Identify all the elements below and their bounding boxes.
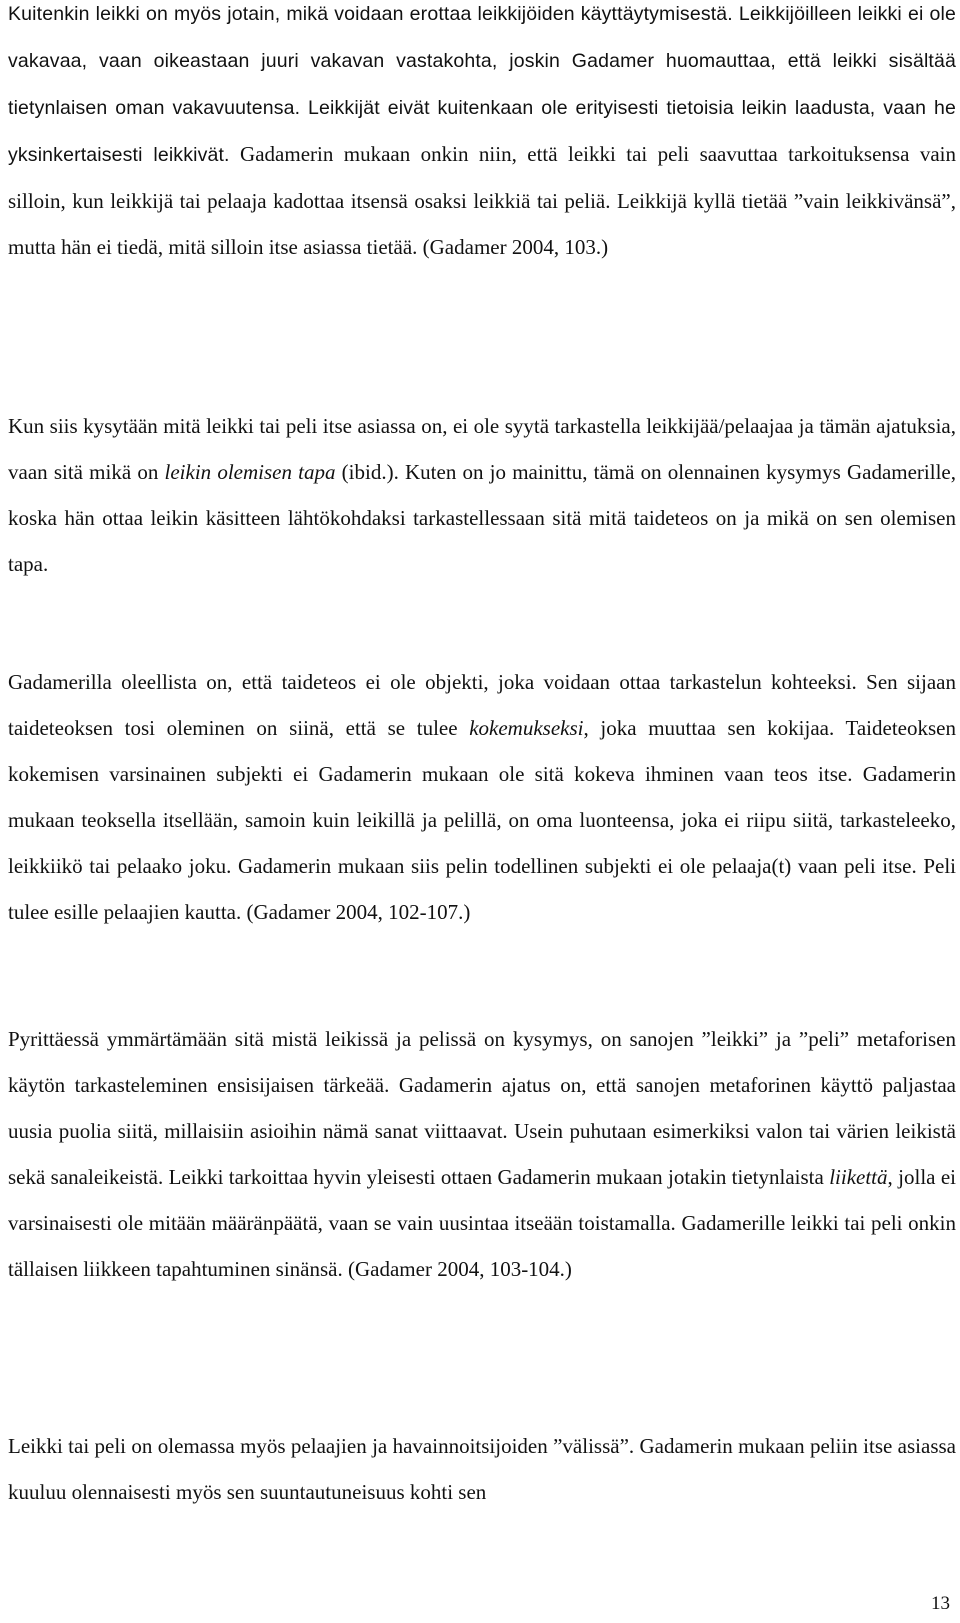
paragraph-text: Kuitenkin leikki on myös jotain, mikä voidaan erottaa leikkijöiden käyttäytymisestä. Leikkijöilleen leikki ei ole vakavaa, vaan oikeastaan juuri vakavan vastakohta, joskin Gadamer huomauttaa, että leikki sisältää tietynlaisen oman vakavuutensa. Leikkijät eivät kuitenkaan ole erityisesti tietoisia leikin laadusta, vaan he yksinkertaisesti leikkivät. [8,3,956,166]
paragraph-text: (ibid.). Kuten on jo mainittu, tämä on olennainen kysymys Gadamerille, koska hän ottaa leikin käsitteen lähtökohdaksi tarkastellessaan sitä mitä taideteos on ja mikä on sen olemisen tapa. [8,460,956,576]
paragraph-text: Gadamerin mukaan onkin niin, että leikki tai peli saavuttaa tarkoituksensa vain silloin, kun leikkijä tai pelaaja kadottaa itsensä osaksi leikkiä tai peliä. Leikkijä kyllä tietää ”vain leikkivänsä”, mutta hän ei tiedä, mitä silloin itse asiassa tietää. (Gadamer 2004, 103.) [8,142,956,259]
paragraph [8,0,956,270]
paragraph-text: , jolla ei varsinaisesti ole mitään määränpäätä, vaan se vain uusintaa itseään toistamalla. Gadamerille leikki tai peli onkin tällaisen liikkeen tapahtuminen sinänsä. (Gadamer 2004, 103-104.) [8,1165,956,1281]
paragraph [8,1016,956,1292]
emphasis-text: leikin olemisen tapa [164,460,336,484]
page-number: 13 [931,1593,950,1614]
emphasis-text: kokemukseksi [469,716,584,740]
paragraph-text: Kun siis kysytään mitä leikki tai peli itse asiassa on, ei ole syytä tarkastella leikkijää/pelaajaa ja tämän ajatuksia, vaan sitä mikä on [8,414,956,484]
paragraph [8,1423,956,1515]
paragraph-text: Pyrittäessä ymmärtämään sitä mistä leikissä ja pelissä on kysymys, on sanojen ”leikki” ja ”peli” metaforisen käytön tarkasteleminen ensisijaisen tärkeää. Gadamerin ajatus on, että sanojen metaforinen käyttö paljastaa uusia puolia siitä, millaisiin asioihin nämä sanat viittaavat. Usein puhutaan esimerkiksi valon tai värien leikistä sekä sanaleikeistä. Leikki tarkoittaa hyvin yleisesti ottaen Gadamerin mukaan jotakin tietynlaista [8,1027,956,1189]
paragraph-text: Leikki tai peli on olemassa myös pelaajien ja havainnoitsijoiden ”välissä”. Gadamerin mukaan peliin itse asiassa kuuluu olennaisesti myös sen suuntautuneisuus kohti sen [8,1434,956,1504]
emphasis-text: liikettä [829,1165,888,1189]
paragraph-text: Gadamerilla oleellista on, että taideteos ei ole objekti, joka voidaan ottaa tarkastelun kohteeksi. Sen sijaan taideteoksen tosi oleminen on siinä, että se tulee [8,670,956,740]
paragraph [8,403,956,587]
paragraph-text: , joka muuttaa sen kokijaa. Taideteoksen kokemisen varsinainen subjekti ei Gadamerin mukaan ole sitä kokeva ihminen vaan teos itse. Gadamerin mukaan teoksella itsellään, samoin kuin leikillä ja pelillä, on oma luonteensa, joka ei riipu siitä, tarkasteleeko, leikkiikö tai pelaako joku. Gadamerin mukaan siis pelin todellinen subjekti ei ole pelaaja(t) vaan peli itse. Peli tulee esille pelaajien kautta. (Gadamer 2004, 102-107.) [8,716,956,924]
paragraph [8,659,956,935]
